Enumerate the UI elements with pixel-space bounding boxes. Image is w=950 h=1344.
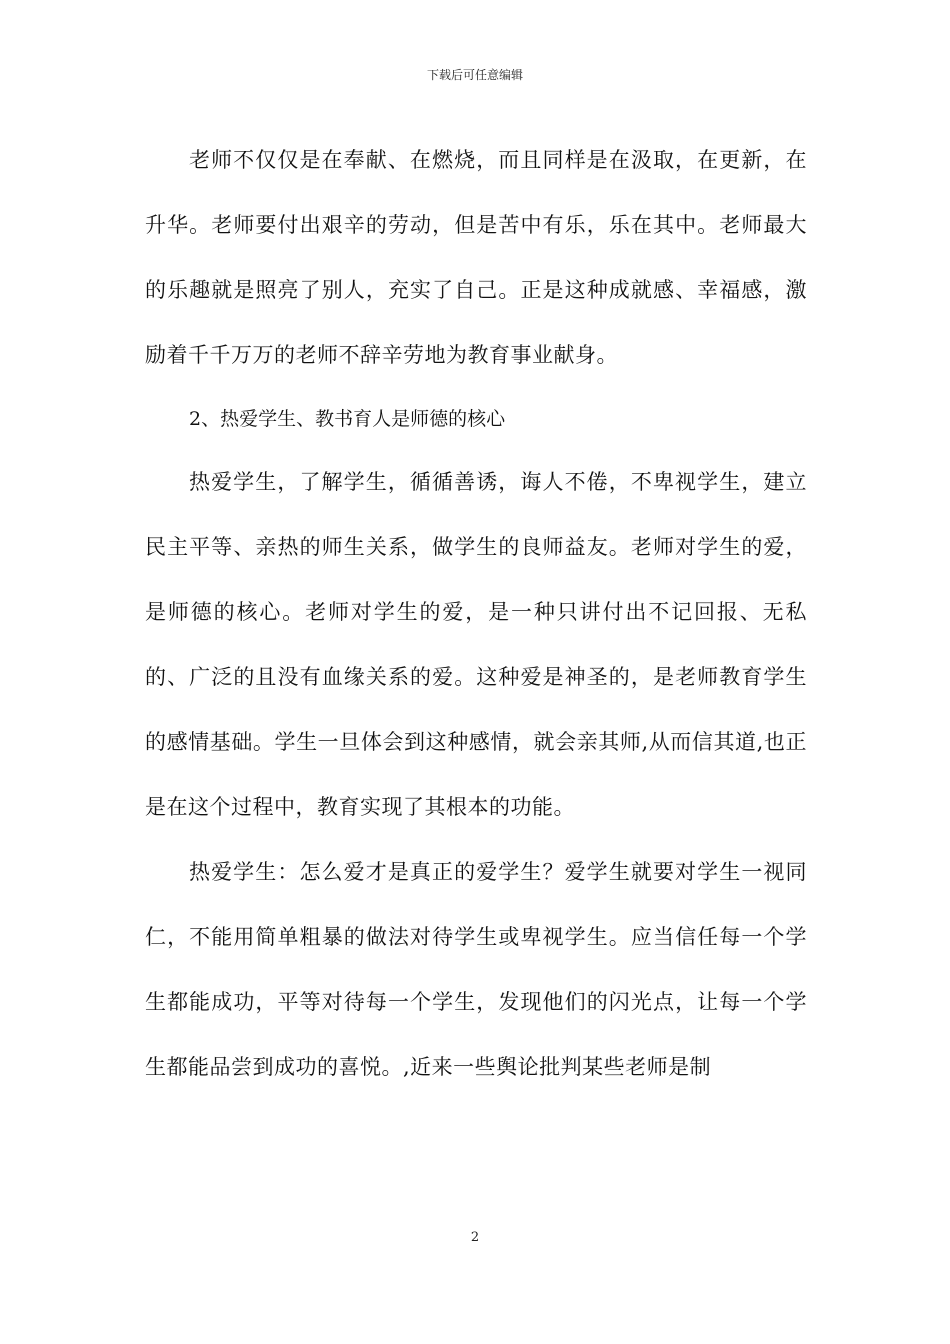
section-heading-2: 2、热爱学生、教书育人是师德的核心 bbox=[189, 408, 506, 430]
page-number: 2 bbox=[470, 1230, 480, 1245]
body-text bbox=[145, 128, 807, 1100]
paragraph-1: 老师不仅仅是在奉献、在燃烧，而且同样是在汲取，在更新，在升华。老师要付出艰辛的劳动，但是苦中有乐，乐在其中。老师最大的乐趣就是照亮了别人，充实了自己。正是这种成就感、幸福感，激励着千千万万的老师不辞辛劳地为教育事业献身。 bbox=[145, 148, 807, 367]
paragraph-2: 热爱学生，了解学生，循循善诱，诲人不倦，不卑视学生，建立民主平等、亲热的师生关系，做学生的良师益友。老师对学生的爱，是师德的核心。老师对学生的爱，是一种只讲付出不记回报、无私的、广泛的且没有血缘关系的爱。这种爱是神圣的，是老师教育学生的感情基础。学生一旦体会到这种感情，就会亲其师,从而信其道,也正是在这个过程中，教育实现了其根本的功能。 bbox=[145, 470, 807, 819]
header-note: 下载后可任意编辑 bbox=[426, 68, 523, 82]
paragraph-3: 热爱学生：怎么爱才是真正的爱学生？爱学生就要对学生一视同仁，不能用简单粗暴的做法对待学生或卑视学生。应当信任每一个学生都能成功，平等对待每一个学生，发现他们的闪光点，让每一个学生都能品尝到成功的喜悦。,近来一些舆论批判某些老师是制 bbox=[145, 860, 807, 1079]
